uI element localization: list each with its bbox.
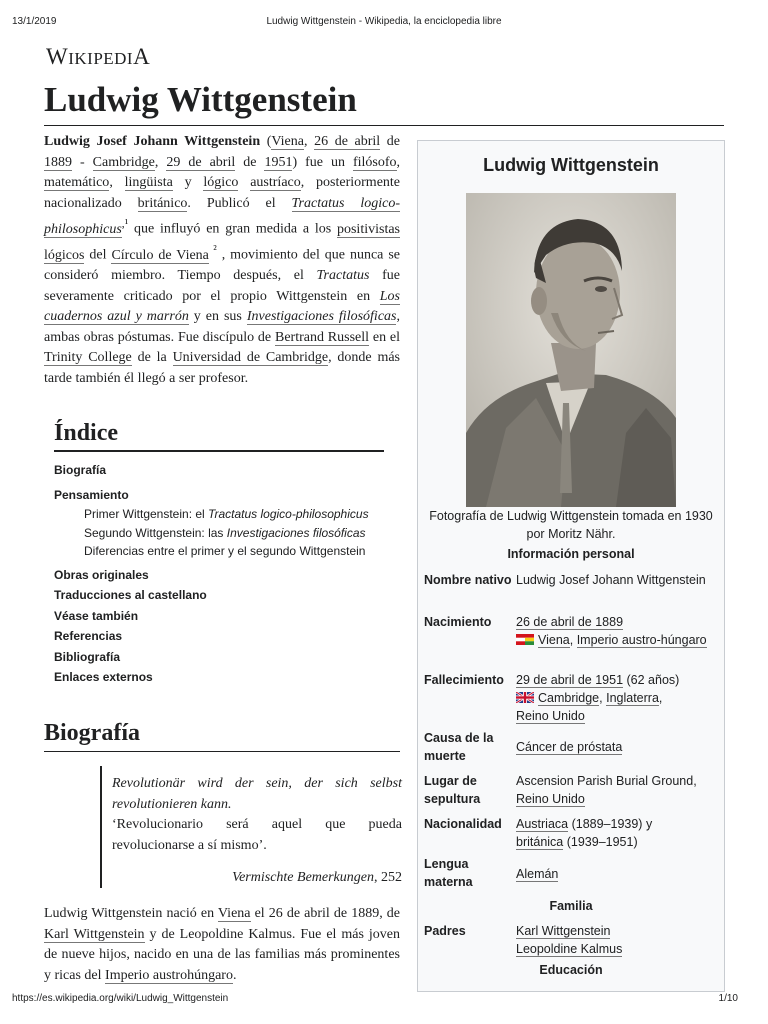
print-page-number: 1/10 xyxy=(718,993,738,1004)
link-circulo-de-viena[interactable]: Círculo de Viena xyxy=(111,247,209,263)
row-value xyxy=(516,865,720,883)
link-birth-date[interactable]: 26 de abril xyxy=(314,134,381,149)
toc-item-biografia[interactable]: Biografía xyxy=(54,463,107,477)
link-tractatus[interactable]: Tractatus logico-philosophicus xyxy=(44,195,400,237)
link-leopoldine-kalmus[interactable]: Leopoldine Kalmus xyxy=(516,942,623,956)
print-date: 13/1/2019 xyxy=(12,16,57,27)
link-austriaca[interactable]: Austriaca xyxy=(516,817,569,831)
row-label: Causa de la muerte xyxy=(424,731,494,763)
row-value: Ludwig Josef Johann Wittgenstein xyxy=(516,573,706,587)
link-death-year[interactable]: 1951 xyxy=(264,154,293,170)
toc-item-enlaces-externos[interactable]: Enlaces externos xyxy=(54,670,153,684)
row-value xyxy=(516,922,720,958)
quote-german: Revolutionär wird der sein, der sich selbst revolutionieren kann. xyxy=(112,776,402,812)
link-viena-bio[interactable]: Viena xyxy=(217,906,251,921)
row-label: Lugar de sepultura xyxy=(424,774,481,806)
toc-item-vease-tambien[interactable]: Véase también xyxy=(54,608,139,623)
uk-flag-icon xyxy=(516,692,534,703)
row-value: Ascension Parish Burial Ground, Reino Unido xyxy=(516,774,697,806)
row-label: Padres xyxy=(424,924,466,938)
toc-item-diferencias[interactable]: Diferencias entre el primer y el segundo Wittgenstein xyxy=(84,544,366,558)
link-filosofo[interactable]: filósofo xyxy=(352,154,397,170)
toc-item-primer-wittgenstein[interactable]: Primer Wittgenstein: el Tractatus logico-philosophicus xyxy=(84,507,369,521)
toc-title: Índice xyxy=(54,420,384,452)
link-death-date[interactable]: 29 de abril de 1951 xyxy=(516,673,624,687)
title-divider xyxy=(44,125,724,126)
section-heading-biografia: Biografía xyxy=(44,720,400,752)
row-label: Fallecimiento xyxy=(424,673,504,687)
link-birth-date[interactable]: 26 de abril de 1889 xyxy=(516,615,624,629)
link-cambridge[interactable]: Cambridge xyxy=(92,154,155,170)
toc-item-pensamiento[interactable]: Pensamiento xyxy=(54,487,129,502)
intro-paragraph: Ludwig Josef Johann Wittgenstein (Viena, 26 de abril de 1889 - Cambridge, 29 de abril de 1951) fue un filósofo, matemático, lingüista y lógico austríaco, posteriormente nacionalizado británico. Publicó el Tractatus logico-philosophicus$^{,^1}$ que influyó en gran medida a los positivistas lógicos del Círculo de Viena $^{^2}$ , movimiento del que nunca se consideró miembro. Tiempo después, el Tractatus fue severamente criticado por el propio Wittgenstein en Los cuadernos azul y marrón y en sus Investigaciones filosóficas, ambas obras póstumas. Fue discípulo de Bertrand Russell en el Trinity College de la Universidad de Cambridge, donde más tarde también él llegó a ser profesor. xyxy=(44,134,401,386)
quote-source: Vermischte Bemerkungen, 252 xyxy=(232,870,402,885)
row-label: Nacionalidad xyxy=(424,817,502,831)
print-url: https://es.wikipedia.org/wiki/Ludwig_Wittgenstein xyxy=(12,993,229,1004)
portrait-photo[interactable] xyxy=(466,193,676,507)
toc-item-referencias[interactable]: Referencias xyxy=(54,629,123,643)
infobox-section-familia: Familia xyxy=(549,899,593,913)
link-universidad-cambridge[interactable]: Universidad de Cambridge xyxy=(172,350,329,366)
link-matematico[interactable]: matemático xyxy=(44,175,110,190)
austria-hungary-flag-icon xyxy=(516,634,534,645)
link-reino-unido[interactable]: Reino Unido xyxy=(516,709,585,723)
row-value: 26 de abril de 1889 Viena, Imperio austro-húngaro xyxy=(516,615,707,647)
infobox-section-educacion: Educación xyxy=(539,963,603,977)
link-trinity-college[interactable]: Trinity College xyxy=(44,350,132,366)
link-linguista[interactable]: lingüista xyxy=(124,175,173,190)
link-reino-unido-sepultura[interactable]: Reino Unido xyxy=(516,792,585,806)
link-austriaco[interactable]: austríaco xyxy=(250,175,301,190)
row-label: Nacimiento xyxy=(424,615,492,629)
photo-caption: Fotografía de Ludwig Wittgenstein tomada en 1930 por Moritz Nähr. xyxy=(429,509,713,541)
link-viena[interactable]: Viena xyxy=(271,134,304,149)
table-of-contents xyxy=(54,420,384,688)
row-value xyxy=(516,738,720,756)
link-karl-wittgenstein[interactable]: Karl Wittgenstein xyxy=(44,926,145,942)
epigraph-quote xyxy=(100,766,402,888)
toc-item-bibliografia[interactable]: Bibliografía xyxy=(54,649,121,664)
link-britanica[interactable]: británica xyxy=(516,835,564,849)
page-title: Ludwig Wittgenstein xyxy=(44,80,357,119)
row-label: Lengua materna xyxy=(424,857,473,889)
infobox xyxy=(417,140,725,992)
link-aleman[interactable]: Alemán xyxy=(516,867,559,881)
toc-item-obras-originales[interactable]: Obras originales xyxy=(54,567,149,582)
link-investigaciones[interactable]: Investigaciones filosóficas xyxy=(246,309,397,325)
link-cambridge-infobox[interactable]: Cambridge xyxy=(538,691,600,705)
toc-list xyxy=(54,460,384,688)
link-imperio-austrohungaro[interactable]: Imperio austrohúngaro xyxy=(105,967,233,983)
row-value: Austriaca (1889–1939) y británica (1939–1951) xyxy=(516,817,653,849)
biografia-paragraph: Ludwig Wittgenstein nació en Viena el 26 de abril de 1889, de Karl Wittgenstein y de Leopoldine Kalmus. Fue el más joven de nueve hijos, nacido en una de las familias más prominentes y ricas del Imperio austrohúngaro. xyxy=(44,906,400,983)
link-cuadernos[interactable]: Los cuadernos azul y marrón xyxy=(44,288,400,325)
link-death-date[interactable]: 29 de abril xyxy=(166,154,236,170)
link-karl-wittgenstein-infobox[interactable]: Karl Wittgenstein xyxy=(516,924,611,938)
link-britanico[interactable]: británico xyxy=(137,195,188,211)
wikipedia-logo[interactable]: WIKIPEDIA xyxy=(46,44,151,69)
toc-item-traducciones[interactable]: Traducciones al castellano xyxy=(54,588,207,602)
reference-2[interactable]: ² xyxy=(208,243,217,257)
print-title: Ludwig Wittgenstein - Wikipedia, la enciclopedia libre xyxy=(266,16,502,27)
article-subject-name: Ludwig Josef Johann Wittgenstein xyxy=(44,134,261,149)
infobox-title: Ludwig Wittgenstein xyxy=(483,155,659,175)
link-birth-year[interactable]: 1889 xyxy=(44,154,72,170)
infobox-section-personal: Información personal xyxy=(507,547,635,561)
quote-text xyxy=(112,774,402,856)
link-imperio-infobox[interactable]: Imperio austro-húngaro xyxy=(576,633,707,647)
row-label: Nombre nativo xyxy=(424,573,512,587)
row-value: 29 de abril de 1951 (62 años) Cambridge, Inglaterra, Reino Unido xyxy=(516,673,680,723)
link-bertrand-russell[interactable]: Bertrand Russell xyxy=(274,329,370,345)
link-logico[interactable]: lógico xyxy=(203,175,239,190)
link-positivistas-logicos[interactable]: positivistas lógicos xyxy=(44,221,400,263)
toc-item-segundo-wittgenstein[interactable]: Segundo Wittgenstein: las Investigaciones filosóficas xyxy=(84,525,366,540)
link-inglaterra[interactable]: Inglaterra xyxy=(606,691,659,705)
quote-spanish: ‘Revolucionario será aquel que pueda revolucionarse a sí mismo’. xyxy=(112,817,402,853)
link-viena-infobox[interactable]: Viena xyxy=(538,633,570,647)
reference-1[interactable]: ,¹ xyxy=(121,217,129,230)
link-cancer-prostata[interactable]: Cáncer de próstata xyxy=(516,740,623,754)
